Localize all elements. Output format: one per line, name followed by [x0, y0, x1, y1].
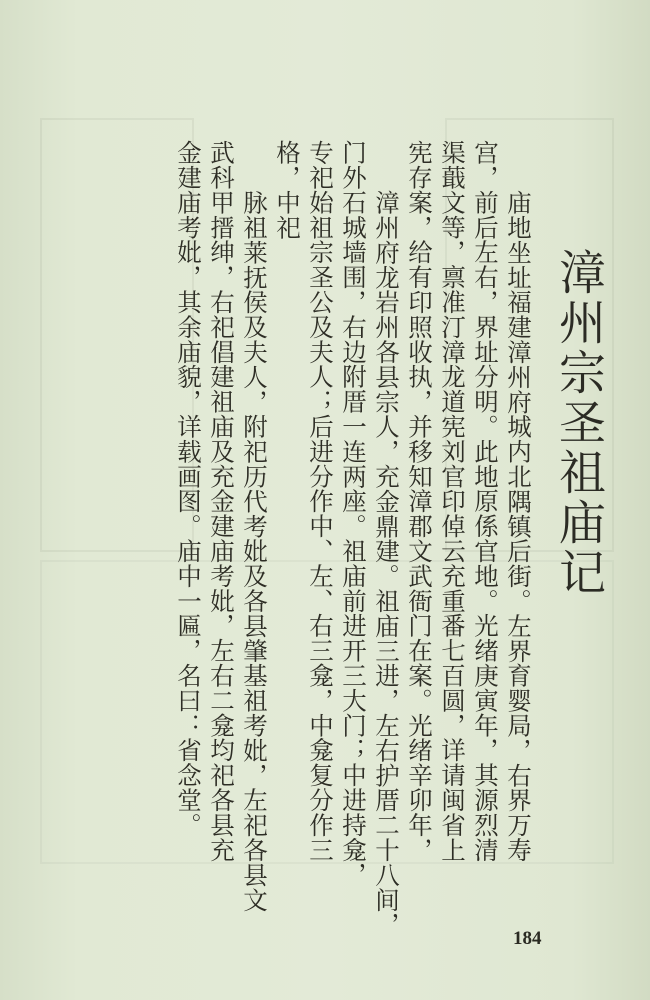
text-column: 宪存案，给有印照收执，并移知漳郡文武衙门在案。光绪辛卯年， [405, 140, 434, 863]
page-number: 184 [513, 928, 542, 949]
text-column: 渠蕺文等，禀准汀漳龙道宪刘官印倬云充重番七百圆，详请闽省上 [438, 140, 467, 863]
bleed-through-frame [40, 118, 194, 552]
text-column: 金建庙考妣，其余庙貌，详载画图。庙中一匾，名曰：省念堂。 [174, 140, 203, 838]
text-column: 脉祖莱抚侯及夫人，附祀历代考妣及各县肇基祖考妣，左祀各县文 [240, 190, 269, 913]
text-column: 武科甲搢绅，右祀倡建祖庙及充金建庙考妣，左右二龛均祀各县充 [207, 140, 236, 863]
text-column: 专祀始祖宗圣公及夫人；后进分作中、左、右三龛，中龛复分作三 [306, 140, 335, 863]
text-column: 庙地坐址福建漳州府城内北隅镇后街。左界育婴局，右界万寿 [504, 190, 533, 863]
vertical-text-body [172, 140, 535, 937]
text-column: 格，中祀 [273, 140, 302, 240]
text-column: 宫，前后左右，界址分明。此地原係官地。光绪庚寅年，其源烈清 [471, 140, 500, 863]
text-column: 漳州府龙岩州各县宗人，充金鼎建。祖庙三进，左右护厝二十八间， [372, 190, 401, 937]
text-column: 门外石城墙围，右边附厝一连两座。祖庙前进开三大门；中进持龛， [339, 140, 368, 887]
article-title: 漳州宗圣祖庙记 [551, 248, 606, 598]
